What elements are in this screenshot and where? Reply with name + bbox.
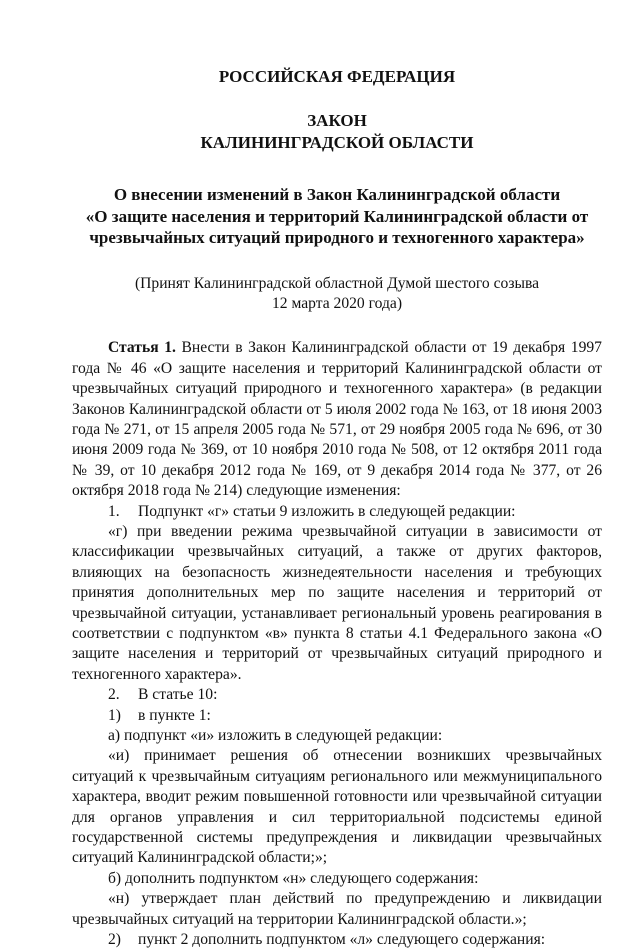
item-2 — [72, 685, 602, 705]
subitem-2-text: пункт 2 дополнить подпунктом «л» следующего содержания: — [138, 931, 546, 949]
law-heading-line1: ЗАКОН — [307, 111, 367, 130]
subitem-2-number: 2) — [108, 931, 121, 949]
item-1-number: 1. — [108, 502, 120, 520]
adoption-note-line1: (Принят Калининградской областной Думой шестого созыва — [134, 274, 540, 292]
item-1-quote: «г) при введении режима чрезвычайной ситуации в зависимости от классификации чрезвычайных ситуаций, а также от других факторов, влияющих на безопасность жизнедеятельности населения и требующих принятия дополнительных мер по защите населения и территорий от чрезвычайной ситуации, устанавливает региональный уровень реагирования в соответствии с подпунктом «в» пункта 8 статьи 4.1 Федерального закона «О защите населения и территорий от чрезвычайных ситуаций природного и техногенного характера». — [72, 522, 602, 683]
subitem-a-quote: «и) принимает решения об отнесении возникших чрезвычайных ситуаций к чрезвычайным ситуациям регионального или межмуниципального характера, вводит режим повышенной готовности или чрезвычайной ситуации для органов управления и сил территориальной подсистемы единой государственной системы предупреждения и ликвидации чрезвычайных ситуаций Калининградской области;»; — [72, 747, 602, 867]
subitem-2 — [72, 930, 602, 950]
subitem-1 — [72, 706, 602, 726]
article-1-text: Внести в Закон Калининградской области от 19 декабря 1997 года № 46 «О защите населения и территорий Калининградской области от чрезвычайных ситуаций природного и техногенного характера» (в редакции Законов Калининградской области от 5 июля 2002 года № 163, от 18 июня 2003 года № 271, от 15 апреля 2005 года № 571, от 29 ноября 2005 года № 696, от 30 июня 2009 года № 369, от 10 ноября 2010 года № 508, от 12 октября 2011 года № 39, от 10 декабря 2012 года № 169, от 9 декабря 2014 года № 377, от 26 октября 2018 года № 214) следующие изменения: — [72, 339, 602, 500]
law-title-line2: «О защите населения и территорий Калининградской области от — [85, 206, 589, 226]
item-1 — [72, 502, 602, 522]
law-title-line1: О внесении изменений в Закон Калининградской области — [113, 185, 561, 204]
adoption-note-line2: 12 марта 2020 года) — [271, 294, 403, 312]
country-heading: РОССИЙСКАЯ ФЕДЕРАЦИЯ — [218, 67, 456, 86]
law-body — [72, 338, 602, 950]
law-heading-line2: КАЛИНИНГРАДСКОЙ ОБЛАСТИ — [200, 133, 474, 152]
item-2-number: 2. — [108, 686, 120, 704]
article-1-label: Статья 1. — [108, 339, 176, 357]
law-title — [72, 184, 602, 249]
law-title-line3: чрезвычайных ситуаций природного и техногенного характера» — [89, 228, 585, 247]
subitem-1-number: 1) — [108, 706, 121, 724]
subitem-a: а) подпункт «и» изложить в следующей редакции: — [108, 727, 443, 745]
adoption-note — [72, 274, 602, 315]
subitem-b: б) дополнить подпунктом «н» следующего содержания: — [108, 869, 479, 887]
subitem-b-quote: «н) утверждает план действий по предупреждению и ликвидации чрезвычайных ситуаций на территории Калининградской области.»; — [72, 890, 602, 928]
article-1-paragraph — [72, 338, 602, 501]
subitem-1-text: в пункте 1: — [138, 706, 211, 724]
item-2-text: В статье 10: — [138, 686, 218, 704]
item-1-text: Подпункт «г» статьи 9 изложить в следующей редакции: — [138, 502, 516, 520]
law-heading — [72, 110, 602, 154]
